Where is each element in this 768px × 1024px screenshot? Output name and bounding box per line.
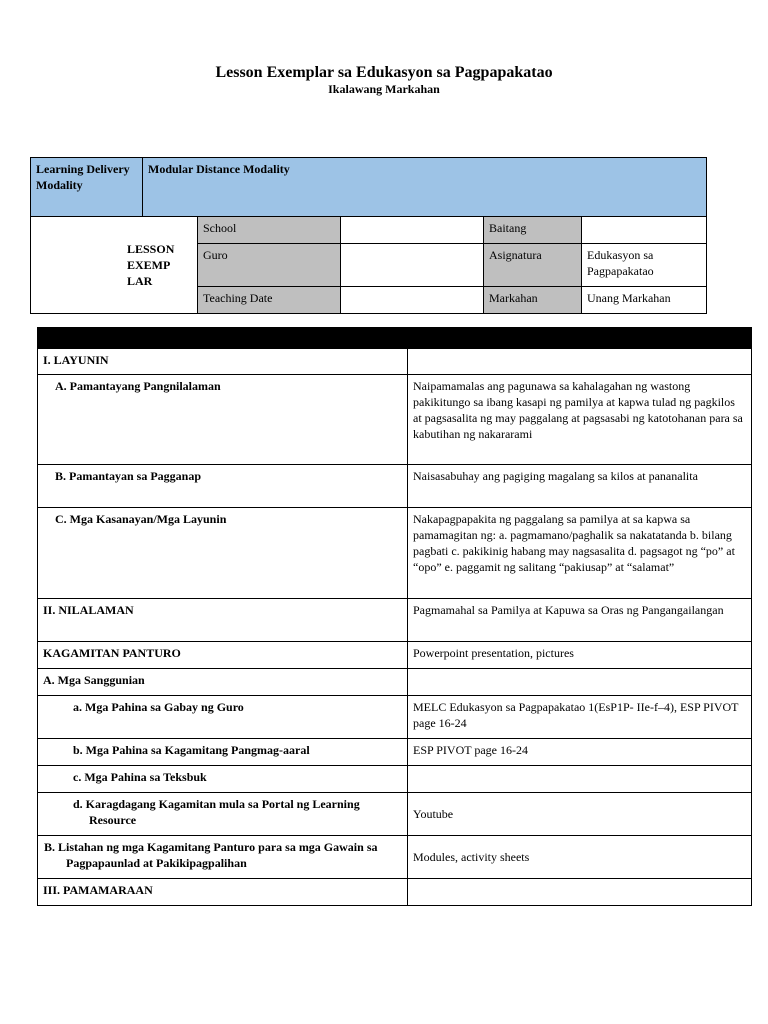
teksbuk-label: c. Mga Pahina sa Teksbuk	[38, 766, 408, 793]
baitang-value	[582, 217, 707, 244]
kagamitan-value: Powerpoint presentation, pictures	[408, 642, 752, 669]
listahan-value: Modules, activity sheets	[408, 836, 752, 879]
kasanayan-value: Nakapagpapakita ng paggalang sa pamilya at sa kapwa sa pamamagitan ng: a. pagmamano/paghalik sa nakatatanda b. bilang pagbati c. pakikinig habang may nagsasalita d. pagsagot ng “po” at “opo” e. paggamit ng salitang “pakiusap” at “salamat”	[408, 508, 752, 599]
portal-value: Youtube	[408, 793, 752, 836]
table-row	[38, 766, 752, 793]
pamantayang-label: A. Pamantayang Pangnilalaman	[38, 375, 408, 465]
table-header-bar	[38, 328, 752, 349]
gabay-label: a. Mga Pahina sa Gabay ng Guro	[38, 696, 408, 739]
teaching-date-label: Teaching Date	[198, 287, 341, 314]
teaching-date-value	[341, 287, 484, 314]
document-title: Lesson Exemplar sa Edukasyon sa Pagpapakatao	[215, 64, 553, 81]
table-row	[38, 879, 752, 906]
table-row	[38, 375, 752, 465]
table-row	[38, 739, 752, 766]
listahan-label: B. Listahan ng mga Kagamitang Panturo para sa mga Gawain sa Pagpapaunlad at Pakikipagpalihan	[38, 836, 408, 879]
document-subtitle: Ikalawang Markahan	[328, 82, 440, 96]
ldm-label: Learning Delivery Modality	[31, 158, 143, 217]
pangmag-label: b. Mga Pahina sa Kagamitang Pangmag-aaral	[38, 739, 408, 766]
pagganap-value: Naisasabuhay ang pagiging magalang sa kilos at pananalita	[408, 465, 752, 508]
table-row	[38, 465, 752, 508]
layunin-label: I. LAYUNIN	[38, 349, 408, 375]
header-table	[30, 157, 707, 314]
table-row	[38, 599, 752, 642]
table-row	[38, 836, 752, 879]
table-row	[38, 696, 752, 739]
pamantayang-value: Naipamamalas ang pagunawa sa kahalagahan ng wastong pakikitungo sa ibang kasapi ng pamilya at kapwa tulad ng pagkilos at pagsasalita ng may paggalang at pagsasabi ng katotohanan para sa kabutihan ng nakararami	[408, 375, 752, 465]
lesson-exemplar-label	[31, 217, 198, 314]
table-row	[38, 669, 752, 696]
baitang-label: Baitang	[484, 217, 582, 244]
kagamitan-label: KAGAMITAN PANTURO	[38, 642, 408, 669]
lesson-table	[37, 327, 752, 906]
guro-value	[341, 244, 484, 287]
school-value	[341, 217, 484, 244]
nilalaman-label: II. NILALAMAN	[38, 599, 408, 642]
school-label: School	[198, 217, 341, 244]
markahan-value: Unang Markahan	[582, 287, 707, 314]
table-row	[38, 508, 752, 599]
markahan-label: Markahan	[484, 287, 582, 314]
lesson-label-line-1: LESSON	[127, 242, 175, 256]
table-row	[38, 642, 752, 669]
lesson-label-line-2: EXEMP	[127, 258, 171, 272]
ldm-value: Modular Distance Modality	[143, 158, 707, 217]
asignatura-label: Asignatura	[484, 244, 582, 287]
gabay-value: MELC Edukasyon sa Pagpapakatao 1(EsP1P- IIe-f–4), ESP PIVOT page 16-24	[408, 696, 752, 739]
nilalaman-value: Pagmamahal sa Pamilya at Kapuwa sa Oras ng Pangangailangan	[408, 599, 752, 642]
sanggunian-label: A. Mga Sanggunian	[38, 669, 408, 696]
table-row	[38, 349, 752, 375]
table-row	[38, 793, 752, 836]
pamamaraan-label: III. PAMAMARAAN	[38, 879, 408, 906]
lesson-label-line-3: LAR	[127, 274, 153, 288]
asignatura-value: Edukasyon sa Pagpapakatao	[582, 244, 707, 287]
guro-label: Guro	[198, 244, 341, 287]
portal-label: d. Karagdagang Kagamitan mula sa Portal ng Learning Resource	[38, 793, 408, 836]
kasanayan-label: C. Mga Kasanayan/Mga Layunin	[38, 508, 408, 599]
pagganap-label: B. Pamantayan sa Pagganap	[38, 465, 408, 508]
pangmag-value: ESP PIVOT page 16-24	[408, 739, 752, 766]
